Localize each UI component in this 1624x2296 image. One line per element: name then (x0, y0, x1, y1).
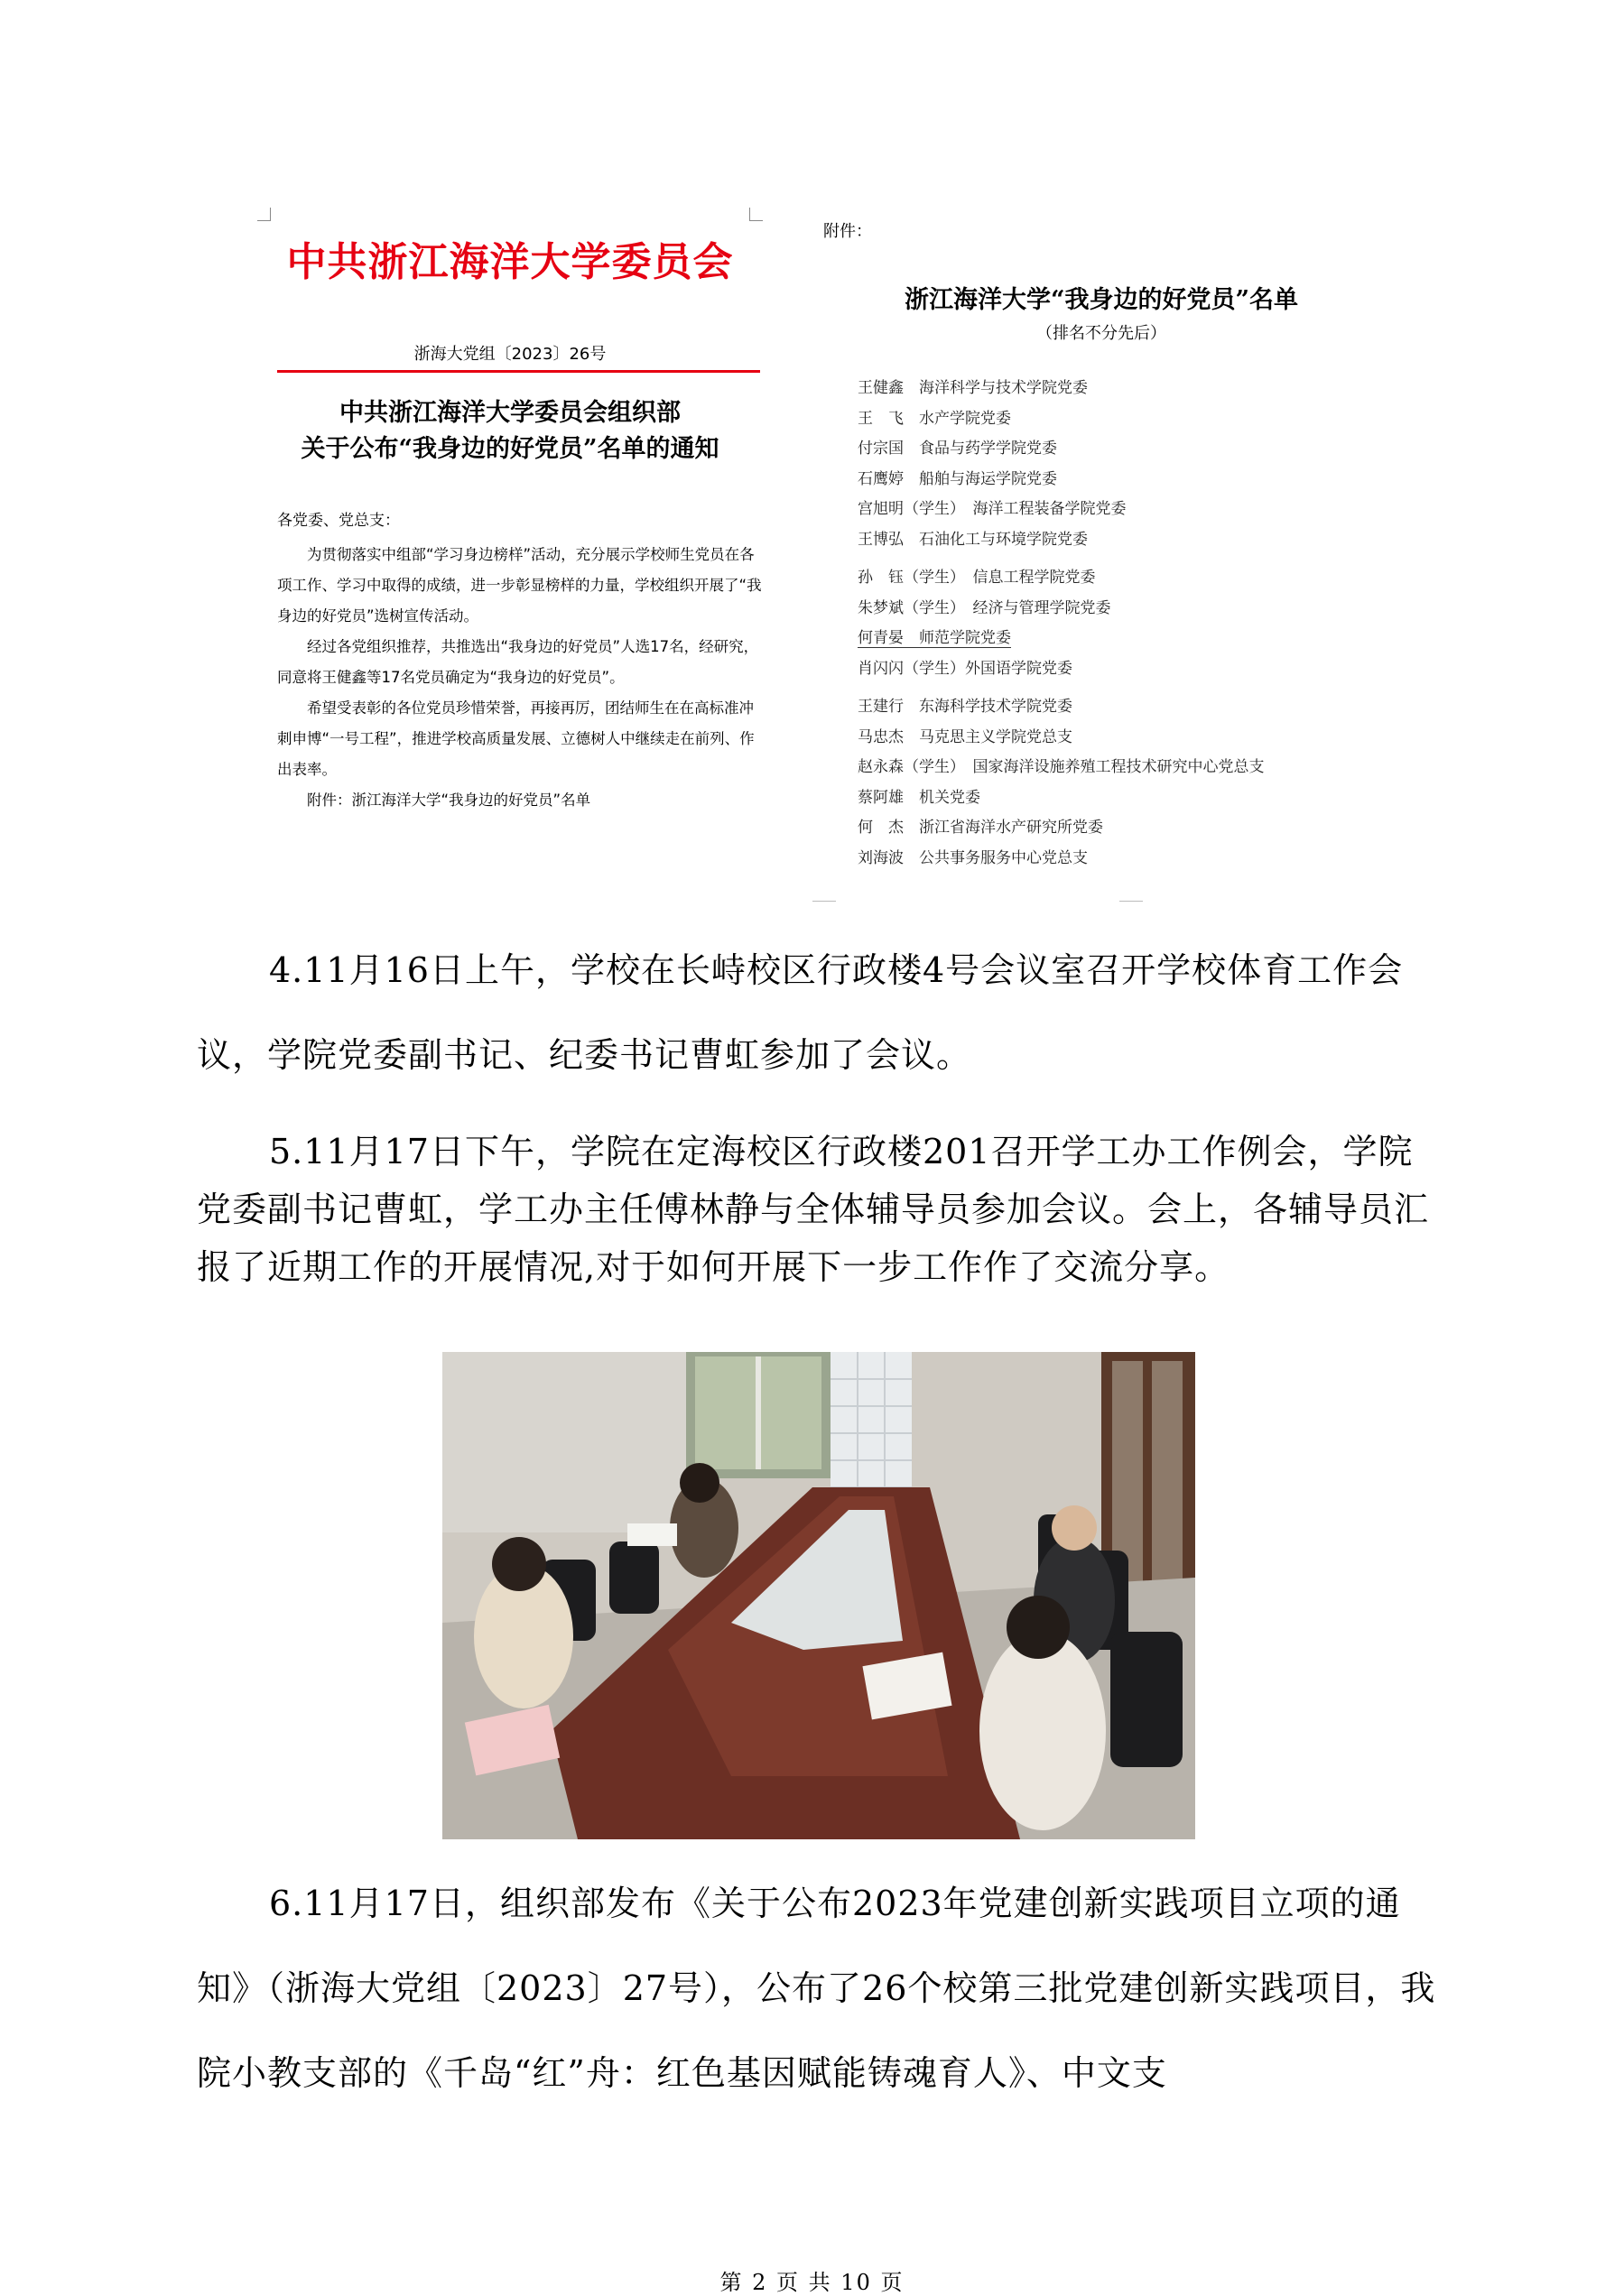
notice-paragraph: 经过各党组织推荐，共推选出“我身边的好党员”人选17名，经研究，同意将王健鑫等17名党员确定为“我身边的好党员”。 (277, 638, 759, 686)
paragraph-item-6: 6.11月17日，组织部发布《关于公布2023年党建创新实践项目立项的通知》（浙海大党组〔2023〕27号），公布了26个校第三批党建创新实践项目，我院小教支部的《千岛“红”舟：红色基因赋能铸魂育人》、中文支 (197, 1884, 1436, 2093)
paragraph-item-4: 4.11月16日上午，学校在长峙校区行政楼4号会议室召开学校体育工作会议，学院党委副书记、纪委书记曹虹参加了会议。 (197, 950, 1404, 1075)
page-edge-mark (1119, 901, 1143, 902)
paragraph-item-5: 5.11月17日下午，学院在定海校区行政楼201召开学工办工作例会，学院党委副书记曹虹，学工办主任傅林静与全体辅导员参加会议。会上，各辅导员汇报了近期工作的开展情况,对于如何开展下一步工作作了交流分享。 (197, 1132, 1430, 1287)
list-item: 孙 钰（学生） 信息工程学院党委 (858, 569, 1096, 587)
notice-title-line2: 关于公布“我身边的好党员”名单的通知 (301, 435, 719, 463)
attachment-subtitle: （排名不分先后） (1036, 324, 1166, 343)
list-item: 王建行 东海科学技术学院党委 (858, 698, 1072, 716)
notice-paragraph: 为贯彻落实中组部“学习身边榜样”活动，充分展示学校师生党员在各项工作、学习中取得的成绩，进一步彰显榜样的力量，学校组织开展了“我身边的好党员”选树宣传活动。 (277, 546, 762, 625)
list-item: 肖闪闪（学生）外国语学院党委 (858, 659, 1072, 678)
list-item: 蔡阿雄 机关党委 (858, 788, 980, 807)
notice-image (257, 208, 763, 903)
attachment-title: 浙江海洋大学“我身边的好党员”名单 (904, 286, 1299, 314)
meeting-photo-illustration (442, 1352, 1195, 1839)
notice-doc-number: 浙海大党组〔2023〕26号 (413, 345, 607, 364)
list-item: 赵永森（学生） 国家海洋设施养殖工程技术研究中心党总支 (858, 758, 1265, 776)
honoree-list (858, 374, 1399, 874)
notice-attachment-line: 附件：浙江海洋大学“我身边的好党员”名单 (307, 792, 591, 809)
crop-mark (749, 208, 763, 221)
list-item: 何 杰 浙江省海洋水产研究所党委 (858, 819, 1103, 837)
page-edge-mark (812, 901, 836, 902)
list-item: 何青晏 师范学院党委 (858, 629, 1011, 647)
list-item: 石鹰婷 船舶与海运学院党委 (858, 469, 1057, 488)
list-item: 朱梦斌（学生） 经济与管理学院党委 (858, 598, 1111, 617)
notice-red-header: 中共浙江海洋大学委员会 (286, 239, 734, 285)
list-item: 刘海波 公共事务服务中心党总支 (858, 848, 1088, 867)
list-item: 付宗国 食品与药学学院党委 (858, 440, 1057, 458)
page-number: 第 2 页 共 10 页 (719, 2270, 905, 2295)
notice-body (277, 540, 765, 816)
list-item: 宫旭明（学生） 海洋工程装备学院党委 (858, 500, 1127, 518)
list-item: 王博弘 石油化工与环境学院党委 (858, 530, 1088, 549)
notice-title (257, 395, 763, 468)
notice-greeting: 各党委、党总支： (277, 512, 400, 530)
red-divider (277, 370, 760, 373)
crop-mark (257, 208, 271, 221)
list-item: 马忠杰 马克思主义学院党总支 (858, 727, 1072, 746)
meeting-photo (442, 1352, 1195, 1839)
attachment-label: 附件： (823, 222, 872, 241)
notice-title-line1: 中共浙江海洋大学委员会组织部 (339, 399, 681, 427)
notice-paragraph: 希望受表彰的各位党员珍惜荣誉，再接再厉，团结师生在在高标准冲刺申博“一号工程”，推进学校高质量发展、立德树人中继续走在前列、作出表率。 (277, 699, 755, 778)
attachment-image (812, 208, 1390, 903)
list-item: 王健鑫 海洋科学与技术学院党委 (858, 379, 1088, 397)
list-item: 王 飞 水产学院党委 (858, 409, 1011, 428)
